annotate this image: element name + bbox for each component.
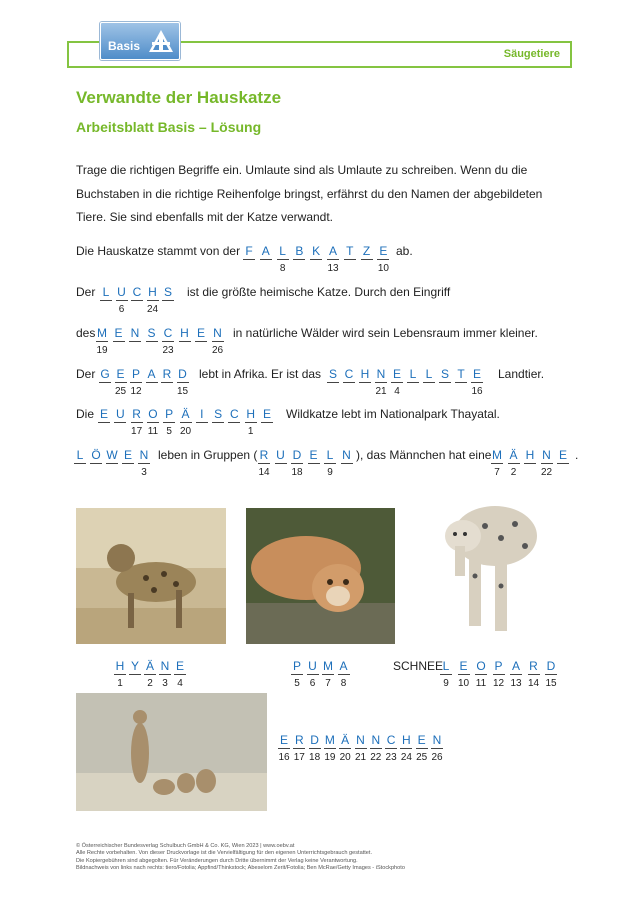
answer-underline xyxy=(99,382,111,383)
answer-letter: N xyxy=(130,326,140,340)
answer-underline xyxy=(322,674,334,675)
answer-underline xyxy=(471,382,483,383)
answer-letter: A xyxy=(147,367,156,381)
answer-underline xyxy=(327,382,339,383)
category-label: Säugetiere xyxy=(503,48,560,60)
answer-letter: Ä xyxy=(145,659,154,673)
answer-underline xyxy=(177,382,189,383)
answer-letter: M xyxy=(97,326,107,340)
answer-underline xyxy=(261,422,273,423)
letter-index-number: 20 xyxy=(339,752,351,763)
answer-letter: N xyxy=(371,733,381,747)
answer-underline xyxy=(375,382,387,383)
answer-underline xyxy=(98,422,110,423)
answer-underline xyxy=(524,463,536,464)
answer-underline xyxy=(114,674,126,675)
answer-underline xyxy=(138,463,150,464)
answer-underline xyxy=(114,422,126,423)
answer-letter: H xyxy=(180,326,189,340)
answer-letter: S xyxy=(328,367,337,381)
answer-letter: E xyxy=(417,733,426,747)
answer-letter: N xyxy=(542,448,551,462)
instructions: Trage die richtigen Begriffe ein. Umlaute sind als Umlaute zu schreiben. Wenn du die Buchstaben in die richtige Reihenfolge bringst, erfährst du den Namen der abgebildeten Tiere. Sie sind ebenfalls mit der Katze verwandt. xyxy=(76,163,543,224)
answer-underline xyxy=(343,382,355,383)
answer-letter: H xyxy=(402,733,411,747)
puma-image xyxy=(246,508,395,644)
answer-underline xyxy=(147,300,159,301)
answer-underline xyxy=(162,300,174,301)
answer-letter: F xyxy=(245,244,253,258)
answer-letter: H xyxy=(115,659,125,673)
answer-underline xyxy=(174,674,186,675)
answer-underline xyxy=(131,422,143,423)
sentence-5-pre: Die xyxy=(76,407,95,421)
answer-letter: O xyxy=(476,659,486,673)
answer-letter: U xyxy=(308,659,317,673)
letter-index-number: 19 xyxy=(324,752,336,763)
answer-letter: D xyxy=(310,733,319,747)
letter-index-number: 26 xyxy=(211,345,224,356)
answer-letter: R xyxy=(162,367,172,381)
answer-letter: U xyxy=(117,285,126,299)
answer-underline xyxy=(146,341,158,342)
sentence-3-post: in natürliche Wälder wird sein Lebensraum immer kleiner. xyxy=(233,326,538,340)
answer-underline xyxy=(355,748,367,749)
answer-underline xyxy=(324,748,336,749)
answer-underline xyxy=(439,382,451,383)
answer-underline xyxy=(293,259,305,260)
answer-underline xyxy=(359,382,371,383)
hyena-image xyxy=(76,508,226,644)
answer-underline xyxy=(341,463,353,464)
answer-letter: C xyxy=(386,733,396,747)
answer-underline xyxy=(310,259,322,260)
sentence-6-mid1: leben in Gruppen ( xyxy=(158,448,258,462)
letter-index-number: 21 xyxy=(354,752,367,763)
answer-letter: L xyxy=(102,285,110,299)
answer-letter: O xyxy=(148,407,158,421)
answer-letter: T xyxy=(457,367,465,381)
answer-letter: I xyxy=(200,407,204,421)
answer-letter: E xyxy=(116,367,125,381)
answer-underline xyxy=(493,674,505,675)
letter-index-number: 22 xyxy=(370,752,382,763)
answer-letter: B xyxy=(295,244,304,258)
answer-letter: L xyxy=(409,367,417,381)
answer-letter: U xyxy=(276,448,285,462)
answer-letter: E xyxy=(279,733,288,747)
answer-letter: L xyxy=(442,659,450,673)
sentence-4-mid: lebt in Afrika. Er ist das xyxy=(199,367,322,381)
answer-letter: H xyxy=(360,367,370,381)
answer-underline xyxy=(228,422,240,423)
answer-underline xyxy=(113,341,125,342)
letter-index-number: 4 xyxy=(177,678,183,689)
letter-index-number: 7 xyxy=(325,678,331,689)
answer-letter: L xyxy=(279,244,286,258)
footer-line: Alle Rechte vorbehalten. Von dieser Druckvorlage ist die Vervielfältigung für den eigenen Unterrichtsgebrauch gestattet. xyxy=(76,850,373,857)
sentence-1-post: ab. xyxy=(396,244,413,258)
letter-index-number: 6 xyxy=(118,304,125,315)
letter-index-number: 8 xyxy=(279,263,286,274)
answer-underline xyxy=(100,300,112,301)
letter-index-number: 5 xyxy=(166,426,172,437)
answer-letter: E xyxy=(262,407,271,421)
answer-letter: G xyxy=(100,367,110,381)
answer-letter: H xyxy=(148,285,157,299)
leopard-prefix: SCHNEE xyxy=(393,659,444,673)
answer-letter: P xyxy=(165,407,174,421)
letter-index-number: 17 xyxy=(293,752,305,763)
answer-letter: E xyxy=(392,367,401,381)
answer-letter: Ä xyxy=(181,407,190,421)
answer-underline xyxy=(423,382,435,383)
answer-underline xyxy=(339,748,351,749)
letter-index-number: 3 xyxy=(162,678,168,689)
answer-letter: L xyxy=(425,367,433,381)
answer-letter: A xyxy=(511,659,520,673)
answer-underline xyxy=(130,382,142,383)
answer-letter: Z xyxy=(362,244,371,258)
answer-letter: S xyxy=(440,367,449,381)
answer-underline xyxy=(391,382,403,383)
sentence-2-pre: Der xyxy=(76,285,96,299)
letter-index-number: 11 xyxy=(147,426,159,437)
answer-underline xyxy=(106,463,118,464)
answer-letter: Y xyxy=(130,659,139,673)
answer-underline xyxy=(344,259,356,260)
answer-letter: H xyxy=(525,448,535,462)
answer-underline xyxy=(370,748,382,749)
answer-letter: R xyxy=(294,733,304,747)
answer-letter: E xyxy=(558,448,567,462)
answer-underline xyxy=(243,259,255,260)
answer-underline xyxy=(96,341,108,342)
answer-letter: A xyxy=(339,659,348,673)
answer-underline xyxy=(291,463,303,464)
footer-line: Bildnachweis von links nach rechts: tiero/Fotolia; Appfind/Thinkstock; Abeselom Zerit/Fotolia; Ben McRae/Getty Images - iStockphoto xyxy=(76,864,405,871)
answer-letter: P xyxy=(292,659,301,673)
letter-index-number: 1 xyxy=(247,426,254,437)
letter-index-number: 24 xyxy=(146,304,159,315)
answer-underline xyxy=(129,341,141,342)
answer-letter: Ö xyxy=(91,448,101,462)
snow-leopard-image xyxy=(425,486,550,644)
answer-letter: K xyxy=(312,244,321,258)
answer-letter: N xyxy=(160,659,170,673)
footer xyxy=(76,843,596,872)
answer-underline xyxy=(90,463,102,464)
answer-underline xyxy=(431,748,443,749)
answer-letter: D xyxy=(292,448,302,462)
letter-index-number: 4 xyxy=(394,386,400,397)
answer-underline xyxy=(258,463,270,464)
letter-index-number: 23 xyxy=(162,345,174,356)
answer-underline xyxy=(324,463,336,464)
answer-underline xyxy=(377,259,389,260)
answer-letter: S xyxy=(214,407,223,421)
answer-underline xyxy=(407,382,419,383)
answer-letter: N xyxy=(342,448,351,462)
answer-underline xyxy=(212,422,224,423)
answer-underline xyxy=(179,341,191,342)
letter-index-number: 14 xyxy=(527,678,540,689)
answer-underline xyxy=(147,422,159,423)
answer-letter: R xyxy=(259,448,269,462)
letter-index-number: 13 xyxy=(510,678,522,689)
letter-index-number: 6 xyxy=(309,678,316,689)
letter-index-number: 7 xyxy=(494,467,500,478)
answer-letter: E xyxy=(175,659,184,673)
answer-underline xyxy=(245,422,257,423)
answer-letter: E xyxy=(114,326,123,340)
answer-underline xyxy=(440,674,452,675)
letter-index-number: 10 xyxy=(457,678,470,689)
answer-letter: M xyxy=(323,659,333,673)
letter-index-number: 26 xyxy=(431,752,443,763)
answer-underline xyxy=(115,382,127,383)
answer-letter: R xyxy=(529,659,538,673)
answer-letter: C xyxy=(132,285,142,299)
answer-underline xyxy=(291,674,303,675)
letter-index-number: 11 xyxy=(475,678,487,689)
answer-underline xyxy=(491,463,503,464)
answer-letter: P xyxy=(494,659,503,673)
letter-index-number: 13 xyxy=(327,263,339,274)
answer-underline xyxy=(327,259,339,260)
answer-underline xyxy=(162,341,174,342)
answer-underline xyxy=(455,382,467,383)
logo-text: Basis xyxy=(108,39,141,53)
answer-letter: N xyxy=(376,367,386,381)
answer-letter: C xyxy=(163,326,173,340)
answer-underline xyxy=(131,300,143,301)
answer-letter: C xyxy=(344,367,354,381)
page-subtitle: Arbeitsblatt Basis – Lösung xyxy=(76,119,262,135)
answer-underline xyxy=(144,674,156,675)
answer-underline xyxy=(308,463,320,464)
letter-index-number: 18 xyxy=(309,752,321,763)
letter-index-number: 19 xyxy=(96,345,108,356)
letter-index-number: 24 xyxy=(400,752,412,763)
answer-letter: E xyxy=(196,326,205,340)
sentence-4-post: Landtier. xyxy=(498,367,545,381)
answer-underline xyxy=(557,463,569,464)
answer-underline xyxy=(508,463,520,464)
answer-underline xyxy=(528,674,540,675)
letter-index-number: 23 xyxy=(385,752,397,763)
answer-letter: E xyxy=(309,448,318,462)
answer-letter: E xyxy=(99,407,108,421)
answer-underline xyxy=(146,382,158,383)
answer-letter: C xyxy=(230,407,239,421)
answer-underline xyxy=(116,300,128,301)
letter-index-number: 25 xyxy=(114,386,127,397)
answer-letter: S xyxy=(147,326,156,340)
answer-underline xyxy=(260,259,272,260)
answer-underline xyxy=(159,674,171,675)
footer-line: © Österreichischer Bundesverlag Schulbuch GmbH & Co. KG, Wien 2023 | www.oebv.at xyxy=(76,843,295,849)
letter-index-number: 21 xyxy=(375,386,387,397)
answer-letter: A xyxy=(328,244,337,258)
answer-letter: Ä xyxy=(509,448,518,462)
answer-underline xyxy=(180,422,192,423)
answer-letter: D xyxy=(178,367,187,381)
letter-index-number: 3 xyxy=(141,467,147,478)
answer-letter: A xyxy=(261,244,270,258)
answer-underline xyxy=(129,674,141,675)
answer-underline xyxy=(400,748,412,749)
triangle-logo-icon xyxy=(148,29,174,53)
answer-underline xyxy=(307,674,319,675)
answer-letter: N xyxy=(139,448,149,462)
sentence-3-pre: des xyxy=(76,326,96,340)
letter-index-number: 15 xyxy=(176,386,189,397)
footer-line: Die Kopiergebühren sind abgegolten. Für Veränderungen durch Dritte übernimmt der Verlag keine Verantwortung. xyxy=(76,857,358,864)
sentence-6-post: . xyxy=(575,448,579,462)
answer-letter: S xyxy=(163,285,172,299)
answer-underline xyxy=(541,463,553,464)
answer-letter: Ä xyxy=(341,733,350,747)
answer-letter: U xyxy=(115,407,125,421)
answer-underline xyxy=(338,674,350,675)
letter-index-number: 20 xyxy=(179,426,192,437)
answer-underline xyxy=(309,748,321,749)
answer-letter: L xyxy=(326,448,334,462)
sentence-2-post: ist die größte heimische Katze. Durch den Eingriff xyxy=(187,285,451,299)
letter-index-number: 22 xyxy=(540,467,553,478)
answer-underline xyxy=(475,674,487,675)
answer-underline xyxy=(416,748,428,749)
answer-underline xyxy=(545,674,557,675)
answer-letter: L xyxy=(76,448,84,462)
letter-index-number: 2 xyxy=(510,467,517,478)
answer-letter: D xyxy=(546,659,556,673)
answer-letter: W xyxy=(106,448,118,462)
answer-underline xyxy=(196,422,208,423)
answer-underline xyxy=(212,341,224,342)
answer-underline xyxy=(293,748,305,749)
letter-index-number: 5 xyxy=(294,678,300,689)
answer-letter: E xyxy=(472,367,481,381)
letter-index-number: 9 xyxy=(327,467,333,478)
page-title: Verwandte der Hauskatze xyxy=(76,88,282,107)
answer-underline xyxy=(275,463,287,464)
answer-underline xyxy=(385,748,397,749)
answer-underline xyxy=(361,259,373,260)
answer-letter: M xyxy=(492,448,502,462)
letter-index-number: 14 xyxy=(258,467,270,478)
answer-underline xyxy=(278,748,290,749)
letter-index-number: 2 xyxy=(147,678,153,689)
sentence-1-pre: Die Hauskatze stammt von der xyxy=(76,244,241,258)
letter-index-number: 16 xyxy=(278,752,290,763)
letter-index-number: 17 xyxy=(131,426,143,437)
answer-letter: N xyxy=(432,733,442,747)
letter-index-number: 10 xyxy=(377,263,389,274)
meerkat-image xyxy=(76,693,267,811)
answer-underline xyxy=(161,382,173,383)
sentence-5-post: Wildkatze lebt im Nationalpark Thayatal. xyxy=(286,407,500,421)
letter-index-number: 1 xyxy=(117,678,123,689)
answer-underline xyxy=(122,463,134,464)
answer-letter: E xyxy=(123,448,132,462)
letter-index-number: 15 xyxy=(545,678,557,689)
answer-underline xyxy=(195,341,207,342)
answer-underline xyxy=(277,259,289,260)
answer-letter: N xyxy=(356,733,365,747)
answer-letter: P xyxy=(131,367,140,381)
letter-index-number: 18 xyxy=(291,467,303,478)
letter-index-number: 8 xyxy=(340,678,347,689)
answer-letter: M xyxy=(324,733,335,747)
answer-letter: E xyxy=(379,244,388,258)
answer-letter: T xyxy=(346,244,354,258)
answer-underline xyxy=(458,674,470,675)
answer-letter: H xyxy=(246,407,256,421)
letter-index-number: 25 xyxy=(416,752,428,763)
letter-index-number: 9 xyxy=(443,678,449,689)
answer-letter: N xyxy=(213,326,222,340)
answer-letter: E xyxy=(459,659,468,673)
letter-index-number: 12 xyxy=(130,386,142,397)
answer-underline xyxy=(510,674,522,675)
answer-underline xyxy=(163,422,175,423)
letter-index-number: 16 xyxy=(471,386,483,397)
letter-index-number: 12 xyxy=(492,678,505,689)
sentence-4-pre: Der xyxy=(76,367,96,381)
answer-underline xyxy=(74,463,86,464)
sentence-6-mid2: ), das Männchen hat eine xyxy=(356,448,492,462)
answer-letter: R xyxy=(132,407,141,421)
basis-logo xyxy=(100,22,180,60)
